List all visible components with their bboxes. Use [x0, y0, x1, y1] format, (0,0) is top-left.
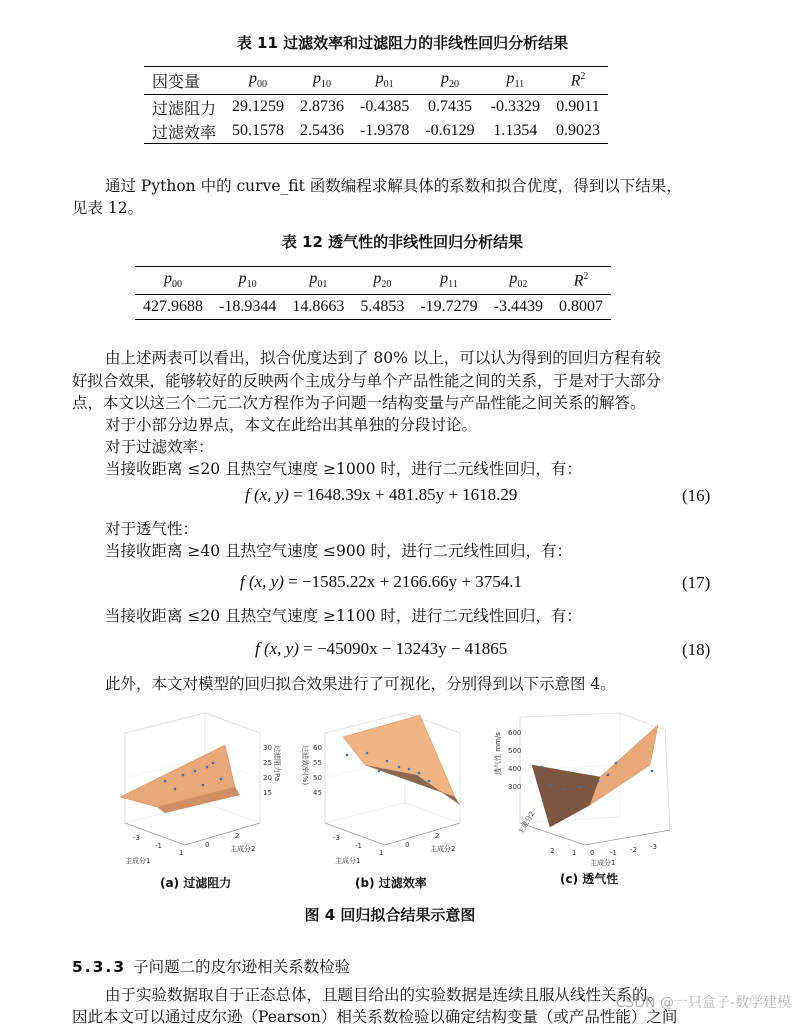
data-point: [202, 784, 205, 787]
table12-cell: -19.7279: [412, 295, 485, 320]
table12-header-p11: $p_{11}$: [412, 267, 485, 295]
figure-4-caption: 图 4 回归拟合结果示意图: [304, 906, 476, 924]
table12-header-p10: $p_{10}$: [211, 267, 284, 295]
data-point: [206, 766, 209, 769]
axis-y-label: 主成分2: [230, 845, 256, 853]
axis-y-label: 主成分2: [430, 845, 456, 853]
axis-x-label: 主成分1: [125, 857, 151, 865]
svg-text:-3: -3: [333, 834, 340, 842]
figure-4c-plot: [490, 705, 690, 870]
data-point: [428, 780, 431, 783]
table11-cell: 29.1259: [232, 98, 285, 115]
data-point: [366, 752, 369, 755]
data-point: [418, 772, 421, 775]
svg-text:300: 300: [508, 783, 522, 791]
table11-cell: 0.9023: [548, 119, 608, 144]
svg-text:-3: -3: [133, 834, 140, 842]
figure-4b-plot: [295, 705, 480, 870]
paragraph-6-line: 由于实验数据取自于正态总体，且题目给出的实验数据是连续且服从线性关系的。: [105, 986, 664, 1004]
svg-text:2: 2: [550, 847, 555, 855]
table11: [144, 66, 608, 144]
section-number: 5.3.3: [72, 958, 127, 976]
paragraph-3-line: 对于透气性：: [105, 520, 199, 538]
paragraph-2-line: 对于小部分边界点，本文在此给出其单独的分段讨论。: [105, 416, 478, 434]
data-point: [398, 766, 401, 769]
svg-text:15: 15: [263, 789, 272, 797]
data-point: [607, 774, 610, 777]
svg-text:-1: -1: [610, 849, 617, 857]
axis-z-label: 过滤效率(%): [301, 745, 309, 786]
data-point: [174, 788, 177, 791]
svg-text:1: 1: [572, 849, 577, 857]
paragraph-2-line: 对于过滤效率：: [105, 438, 214, 456]
data-point: [579, 786, 582, 789]
svg-text:45: 45: [313, 789, 322, 797]
table12-header-p00: $p_{00}$: [135, 267, 211, 295]
table11-cell: -0.4385: [360, 98, 410, 115]
equation-17-rhs: = −1585.22x + 2166.66y + 3754.1: [288, 572, 522, 591]
equation-18-lhs: f (x, y): [255, 639, 299, 658]
equation-18: [255, 639, 507, 659]
axis-z-label: 透气性 mm/s: [494, 732, 502, 775]
data-point: [563, 788, 566, 791]
equation-18-number: (18): [682, 640, 711, 659]
svg-text:500: 500: [508, 747, 522, 755]
table11-header-p11: $p_{11}$: [483, 67, 548, 95]
table12-cell: 14.8663: [284, 295, 352, 320]
svg-text:20: 20: [263, 774, 272, 782]
table11-header-cell: 因变量: [144, 67, 224, 95]
data-point: [164, 780, 167, 783]
axis-x-label: 主成分1: [335, 857, 361, 865]
paragraph-2-line: 当接收距离 ≤20 且热空气速度 ≥1000 时，进行二元线性回归，有：: [105, 460, 582, 478]
data-point: [182, 774, 185, 777]
table12-cell: 0.8007: [551, 295, 611, 320]
equation-17-number: (17): [682, 573, 711, 592]
paragraph-3-line: 当接收距离 ≥40 且热空气速度 ≤900 时，进行二元线性回归，有：: [105, 542, 572, 560]
table11-cell: 50.1578: [224, 119, 292, 144]
data-point: [212, 762, 215, 765]
paragraph-1: 通过 Python 中的 curve_fit 函数编程求解具体的系数和拟合优度，得到以下结果，: [105, 177, 682, 195]
paragraph-1-cont: 见表 12。: [72, 199, 144, 217]
paragraph-5: 此外，本文对模型的回归拟合效果进行了可视化，分别得到以下示意图 4。: [105, 675, 616, 693]
axis-z-label: 过滤阻力Pa: [273, 745, 281, 782]
table11-cell: 1.1354: [483, 119, 548, 144]
data-point: [378, 770, 381, 773]
table11-cell: 0.9011: [556, 98, 600, 115]
svg-text:0: 0: [590, 849, 595, 857]
data-point: [651, 770, 654, 773]
svg-text:30: 30: [263, 744, 272, 752]
table11-cell: 过滤阻力: [152, 100, 217, 118]
equation-16-rhs: = 1648.39x + 481.85y + 1618.29: [293, 485, 518, 504]
table11-cell: -0.3329: [490, 98, 540, 115]
svg-text:55: 55: [313, 759, 322, 767]
paragraph-4: 当接收距离 ≤20 且热空气速度 ≥1100 时，进行二元线性回归，有：: [105, 607, 582, 625]
table12-row: [135, 295, 611, 320]
table12-header-r2: $R^2$: [551, 267, 611, 295]
data-point: [549, 784, 552, 787]
data-point: [597, 780, 600, 783]
table11-row: [144, 119, 608, 144]
equation-17-lhs: f (x, y): [240, 572, 284, 591]
paragraph-2-line: 好拟合效果，能够较好的反映两个主成分与单个产品性能之间的关系，于是对于大部分: [72, 372, 662, 390]
table12-cell: -18.9344: [211, 295, 284, 320]
data-point: [615, 762, 618, 765]
equation-17: [240, 572, 522, 592]
table12-cell: 427.9688: [135, 295, 211, 320]
svg-text:1: 1: [179, 849, 184, 857]
svg-text:50: 50: [313, 774, 322, 782]
table11-cell: 0.7435: [428, 98, 472, 115]
svg-text:1: 1: [379, 849, 384, 857]
equation-16: [245, 485, 517, 505]
table11-cell: -0.6129: [417, 119, 482, 144]
table12-cell: -3.4439: [486, 295, 551, 320]
watermark: CSDN @一只盒子-数学建模: [615, 995, 791, 1011]
axis-y-label: 主成分2: [516, 809, 537, 836]
table11-header-p10: $p_{10}$: [292, 67, 352, 95]
axis-x-label: 主成分1: [590, 859, 616, 867]
svg-text:-1: -1: [355, 842, 362, 850]
svg-text:0: 0: [205, 841, 210, 849]
table11-cell: -1.9378: [352, 119, 417, 144]
svg-text:-3: -3: [650, 843, 657, 851]
svg-text:25: 25: [263, 759, 272, 767]
paragraph-2-line: 由上述两表可以看出，拟合优度达到了 80% 以上，可以认为得到的回归方程有较: [105, 349, 661, 367]
table12: [135, 266, 611, 320]
data-point: [220, 778, 223, 781]
svg-text:0: 0: [405, 841, 410, 849]
table11-row: [144, 95, 608, 120]
table11-header-p01: $p_{01}$: [352, 67, 417, 95]
svg-text:600: 600: [508, 729, 522, 737]
svg-text:-2: -2: [630, 846, 637, 854]
figure-4b-caption: (b) 过滤效率: [355, 876, 427, 890]
equation-18-rhs: = −45090x − 13243y − 41865: [303, 639, 508, 658]
figure-4a-plot: [95, 705, 280, 870]
data-point: [346, 754, 349, 757]
svg-text:2: 2: [235, 832, 240, 840]
data-point: [541, 766, 544, 769]
data-point: [386, 760, 389, 763]
svg-text:60: 60: [313, 744, 322, 752]
data-point: [194, 770, 197, 773]
table12-header-p20: $p_{20}$: [352, 267, 412, 295]
paragraph-6-line: 因此本文可以通过皮尔逊（Pearson）相关系数检验以确定结构变量（或产品性能）之间: [72, 1008, 678, 1026]
table11-header-row: [144, 67, 608, 95]
table11-header-p20: $p_{20}$: [417, 67, 482, 95]
equation-16-number: (16): [682, 486, 711, 505]
table11-cell: 过滤效率: [144, 119, 224, 144]
table12-caption: 表 12 透气性的非线性回归分析结果: [281, 233, 524, 251]
figure-4a-caption: (a) 过滤阻力: [160, 876, 232, 890]
svg-text:400: 400: [508, 765, 522, 773]
fit-surface: [343, 715, 455, 797]
table11-header-r2: $R^2$: [548, 67, 608, 95]
section-title: 子问题二的皮尔逊相关系数检验: [133, 958, 351, 976]
paragraph-2-line: 点，本文以这三个二元二次方程作为子问题一结构变量与产品性能之间关系的解答。: [72, 394, 646, 412]
table11-header-p00: $p_{00}$: [224, 67, 292, 95]
svg-text:-1: -1: [155, 842, 162, 850]
table12-header-row: [135, 267, 611, 295]
equation-16-lhs: f (x, y): [245, 485, 289, 504]
svg-text:2: 2: [435, 832, 440, 840]
table12-header-p02: $p_{02}$: [486, 267, 551, 295]
section-heading: [72, 955, 350, 977]
table12-header-p01: $p_{01}$: [284, 267, 352, 295]
table11-cell: 2.8736: [300, 98, 345, 115]
table11-caption: 表 11 过滤效率和过滤阻力的非线性回归分析结果: [236, 34, 569, 52]
table12-cell: 5.4853: [352, 295, 412, 320]
data-point: [408, 768, 411, 771]
figure-4c-caption: (c) 透气性: [560, 872, 619, 886]
table11-cell: 2.5436: [292, 119, 352, 144]
